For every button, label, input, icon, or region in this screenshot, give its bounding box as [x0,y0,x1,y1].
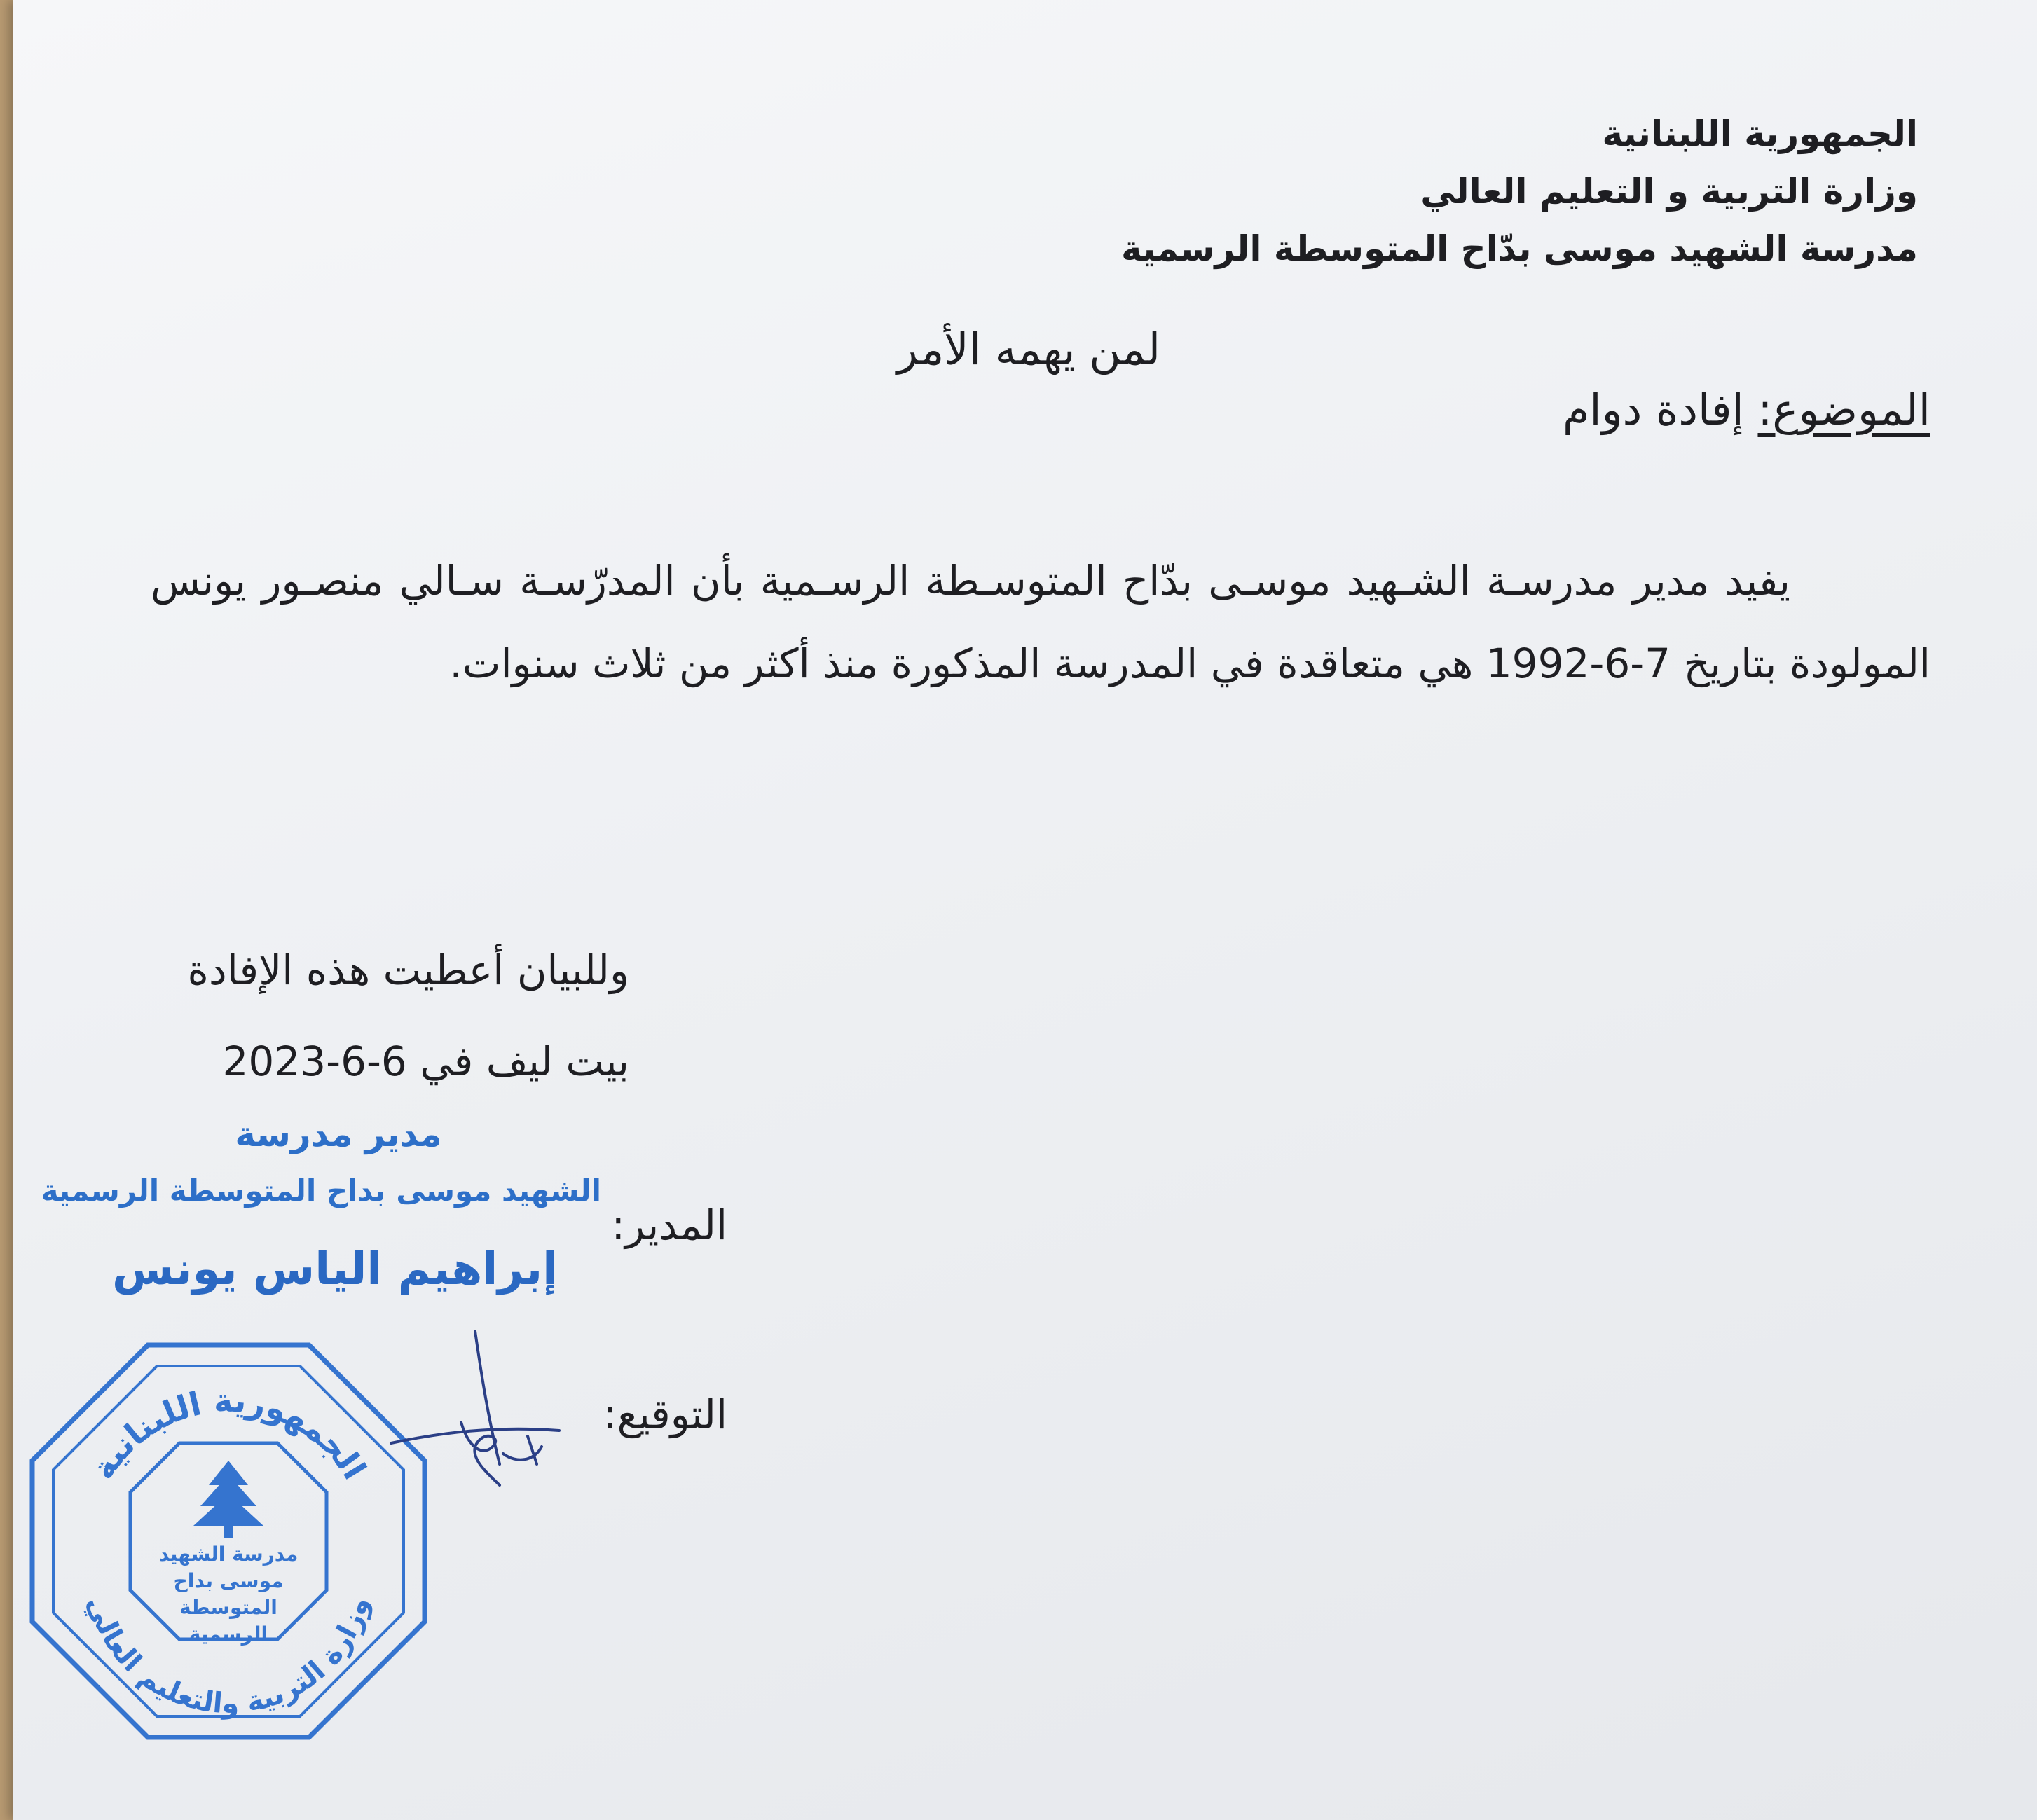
handwritten-signature [377,1324,580,1499]
document-title: لمن يهمه الأمر [896,324,1161,375]
cedar-icon [193,1461,263,1538]
stamp-principal-name: إبراهيم الياس يونس [111,1243,558,1295]
stamp-school: الشهيد موسى بداح المتوسطة الرسمية [41,1173,601,1208]
signature-label: التوقيع: [603,1391,727,1438]
letterhead-ministry: وزارة التربية و التعليم العالي [1420,171,1918,212]
subject-line [1090,384,1930,435]
seal-outer-top-text: الجمهورية اللبنانية [83,1381,374,1487]
subject-value: إفادة دوام [1563,384,1744,435]
body-text: يفيد مدير مدرسـة الشـهيد موسـى بدّاح المتوسـطة الرسـمية بأن المدرّسـة سـالي منصـور يونس المولودة بتاريخ 7-6-1992 هي متعاقدة في المدرسة المذكورة منذ أكثر من ثلاث سنوات. [151,557,1930,687]
seal-inner-text: مدرسة الشهيد موسى بداح المتوسطة الرسمية [158,1543,299,1646]
principal-label: المدير: [611,1201,727,1249]
official-seal [25,1338,432,1744]
letterhead-country: الجمهورية اللبنانية [1602,113,1918,154]
stamp-title: مدير مدرسة [235,1114,442,1154]
subject-label: الموضوع: [1757,384,1930,435]
document-page [13,0,2037,1820]
place-date: بيت ليف في 6-6-2023 [222,1037,629,1085]
letterhead-school: مدرسة الشهيد موسى بدّاح المتوسطة الرسمية [1121,228,1918,269]
closing-statement: وللبيان أعطيت هذه الإفادة [187,946,629,994]
letterhead [1121,105,1918,277]
seal-outer-bottom-text: وزارة التربية والتعليم العالي [81,1592,376,1721]
body-paragraph [151,539,1930,705]
closing-block [153,925,629,1107]
